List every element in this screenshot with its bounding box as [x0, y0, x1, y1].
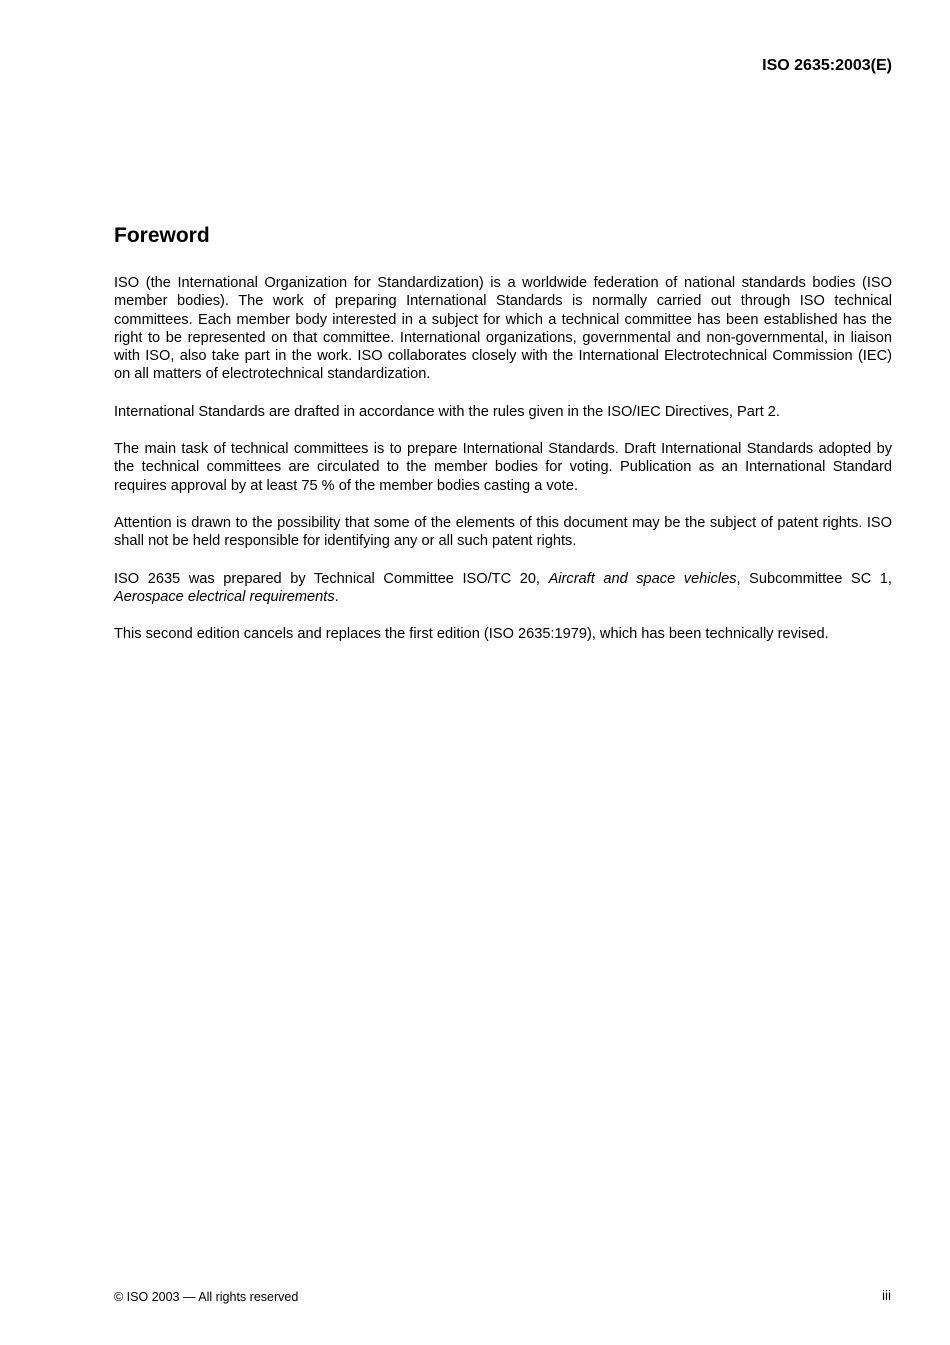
paragraph-iso-organization: ISO (the International Organization for Standardization) is a worldwide federation of national standards bodies (ISO member bodies). The work of preparing International Standards is normally carried out through ISO technical committees. Each member body interested in a subject for which a technical committee has been established has the right to be represented on that committee. International organizations, governmental and non-governmental, in liaison with ISO, also take part in the work. ISO collaborates closely with the International Electrotechnical Commission (IEC) on all matters of electrotechnical standardization. [114, 275, 892, 383]
preparation-text-start: ISO 2635 was prepared by Technical Committee ISO/TC 20, [114, 570, 549, 587]
paragraph-edition-note: This second edition cancels and replaces the first edition (ISO 2635:1979), which has been technically revised. [114, 626, 829, 643]
page-number: iii [882, 1288, 891, 1303]
subcommittee-name: Aerospace electrical requirements [114, 588, 335, 605]
preparation-text-middle: , Subcommittee SC 1, [736, 570, 892, 587]
foreword-body [114, 274, 892, 662]
copyright-notice: © ISO 2003 — All rights reserved [114, 1290, 299, 1304]
preparation-text-end: . [334, 588, 339, 605]
committee-name: Aircraft and space vehicles [548, 570, 737, 587]
foreword-heading: Foreword [114, 224, 210, 247]
paragraph-committee-task: The main task of technical committees is to prepare International Standards. Draft International Standards adopted by the technical committees are circulated to the member bodies for voting. Publication as an International Standard requires approval by at least 75 % of the member bodies casting a vote. [114, 441, 892, 494]
paragraph-preparation [114, 570, 892, 607]
paragraph-patent-rights: Attention is drawn to the possibility that some of the elements of this document may be the subject of patent rights. ISO shall not be held responsible for identifying any or all such patent rights. [114, 514, 892, 550]
paragraph-drafting-rules: International Standards are drafted in accordance with the rules given in the ISO/IEC Directives, Part 2. [114, 403, 780, 420]
document-identifier: ISO 2635:2003(E) [762, 57, 892, 74]
